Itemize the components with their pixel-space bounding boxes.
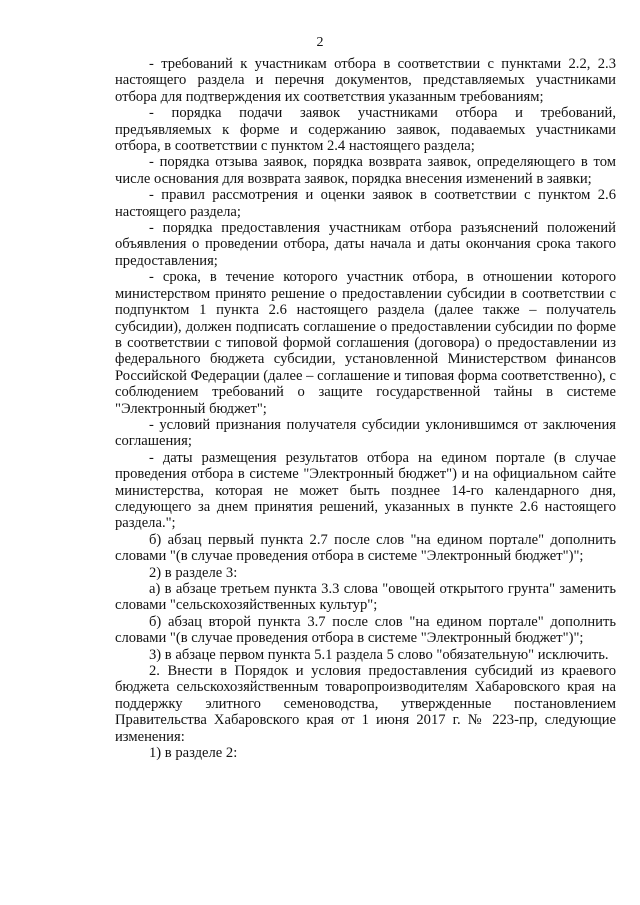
document-body — [115, 56, 616, 761]
paragraph: 2. Внести в Порядок и условия предоставления субсидий из краевого бюджета сельскохозяйственным товаропроизводителям Хабаровского края на поддержку элитного семеноводства, утвержденные постановлением Правительства Хабаровского края от 1 июня 2017 г. № 223-пр, следующие изменения: — [115, 663, 616, 745]
paragraph: - порядка подачи заявок участниками отбора и требований, предъявляемых к форме и содержанию заявок, подаваемых участниками отбора, в соответствии с пунктом 2.4 настоящего раздела; — [115, 105, 616, 155]
paragraph: 1) в разделе 2: — [149, 745, 238, 762]
paragraph: - порядка отзыва заявок, порядка возврата заявок, определяющего в том числе основания для возврата заявок, порядка внесения изменений в заявки; — [115, 154, 616, 187]
paragraph: - порядка предоставления участникам отбора разъяснений положений объявления о проведении отбора, даты начала и даты окончания срока такого предоставления; — [115, 220, 616, 269]
page-number: 2 — [316, 35, 324, 50]
paragraph: - требований к участникам отбора в соответствии с пунктами 2.2, 2.3 настоящего раздела и перечня документов, представляемых участниками отбора для подтверждения их соответствия указанным требованиям; — [115, 56, 616, 105]
paragraph: б) абзац второй пункта 3.7 после слов "на едином портале" дополнить словами "(в случае проведения отбора в системе "Электронный бюджет")"; — [115, 613, 616, 647]
paragraph: 3) в абзаце первом пункта 5.1 раздела 5 слово "обязательную" исключить. — [149, 646, 609, 663]
paragraph: - даты размещения результатов отбора на едином портале (в случае проведения отбора в системе "Электронный бюджет") и на официальном сайте министерства, которая не может быть позднее 14-го календарного дня, следующего за днем принятия решений, указанных в пункте 2.6 настоящего раздела."; — [115, 449, 616, 532]
paragraph: - правил рассмотрения и оценки заявок в соответствии с пунктом 2.6 настоящего раздела; — [115, 187, 616, 220]
paragraph: 2) в разделе 3: — [149, 564, 238, 581]
paragraph: - срока, в течение которого участник отбора, в отношении которого министерством принято решение о предоставлении субсидии в соответствии с подпунктом 1 пункта 2.6 настоящего раздела (далее также – получатель субсидии), должен подписать соглашение о предоставлении субсидии по форме в соответствии с типовой формой соглашения (договора) о предоставлении из федерального бюджета субсидии, установленной Министерством финансов Российской Федерации (далее – соглашение и типовая форма соответственно), с соблюдением требований о защите государственной тайны в системе "Электронный бюджет"; — [115, 269, 616, 417]
paragraph: а) в абзаце третьем пункта 3.3 слова "овощей открытого грунта" заменить словами "сельскохозяйственных культур"; — [115, 581, 616, 614]
paragraph: б) абзац первый пункта 2.7 после слов "на едином портале" дополнить словами "(в случае проведения отбора в системе "Электронный бюджет")"; — [115, 531, 616, 565]
paragraph: - условий признания получателя субсидии уклонившимся от заключения соглашения; — [115, 416, 616, 450]
